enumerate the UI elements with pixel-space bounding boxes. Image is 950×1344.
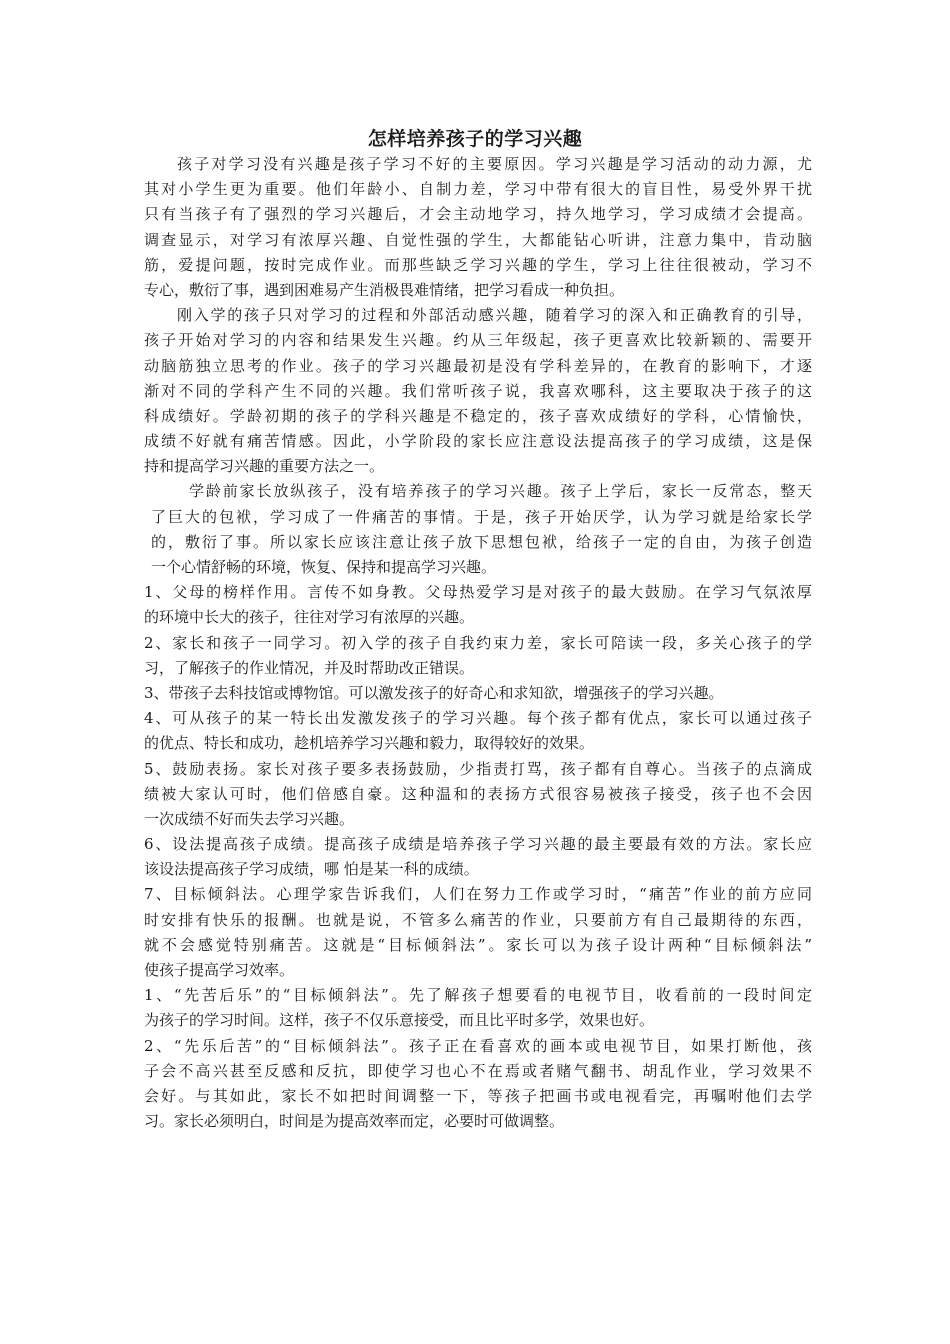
list-item-line: 一次成绩不好而失去学习兴趣。 (144, 809, 355, 828)
list-item-line: 会好。与其如此，家长不如把时间调整一下，等孩子把画书或电视看完，再嘱咐他们去学 (144, 1086, 812, 1105)
list-item-line: 子会不高兴甚至反感和反抗，即使学习也心不在焉或者赌气翻书、胡乱作业，学习效果不 (144, 1061, 812, 1080)
text-line: 渐对不同的学科产生不同的兴趣。我们常听孩子说，我喜欢哪科，这主要取决于孩子的这 (144, 381, 812, 400)
list-item-line: 2、家长和孩子一同学习。初入学的孩子自我约束力差，家长可陪读一段，多关心孩子的学 (144, 633, 812, 652)
text-line: 筋，爱提问题，按时完成作业。而那些缺乏学习兴趣的学生，学习上往往很被动，学习不 (144, 255, 812, 274)
list-item-line: 3、带孩子去科技馆或博物馆。可以激发孩子的好奇心和求知欲，增强孩子的学习兴趣。 (144, 683, 724, 702)
text-line: 动脑筋独立思考的作业。孩子的学习兴趣最初是没有学科差异的，在教育的影响下，才逐 (144, 356, 812, 375)
text-line: 只有当孩子有了强烈的学习兴趣后，才会主动地学习，持久地学习，学习成绩才会提高。 (144, 205, 812, 224)
list-item-line: 1、“先苦后乐”的“目标倾斜法”。先了解孩子想要看的电视节目，收看前的一段时间定 (144, 986, 812, 1005)
document-title: 怎样培养孩子的学习兴趣 (367, 128, 583, 150)
text-line: 成绩不好就有痛苦情感。因此，小学阶段的家长应注意设法提高孩子的学习成绩，这是保 (144, 432, 812, 451)
text-line: 学龄前家长放纵孩子，没有培养孩子的学习兴趣。孩子上学后，家长一反常态，整天 (189, 482, 812, 501)
list-item-line: 的优点、特长和成功，趁机培养学习兴趣和毅力，取得较好的效果。 (144, 734, 595, 753)
list-item-line: 6、设法提高孩子成绩。提高孩子成绩是培养孩子学习兴趣的最主要最有效的方法。家长应 (144, 835, 812, 854)
text-line: 专心，敷衍了事，遇到困难易产生消极畏难情绪，把学习看成一种负担。 (144, 280, 625, 299)
list-item-line: 2、“先乐后苦”的“目标倾斜法”。孩子正在看喜欢的画本或电视节目，如果打断他，孩 (144, 1036, 812, 1055)
text-line: 了巨大的包袱，学习成了一件痛苦的事情。于是，孩子开始厌学，认为学习就是给家长学 (151, 507, 812, 526)
list-item-line: 7、目标倾斜法。心理学家告诉我们，人们在努力工作或学习时，“痛苦”作业的前方应同 (144, 885, 812, 904)
text-line: 持和提高学习兴趣的重要方法之一。 (144, 457, 385, 476)
list-item-line: 就不会感觉特别痛苦。这就是“目标倾斜法”。家长可以为孩子设计两种“目标倾斜法” (144, 935, 812, 954)
text-line: 孩子对学习没有兴趣是孩子学习不好的主要原因。学习兴趣是学习活动的动力源，尤 (177, 155, 812, 173)
document-body (144, 152, 812, 1134)
list-item-line: 习。家长必须明白，时间是为提高效率而定，必要时可做调整。 (144, 1112, 565, 1131)
text-line: 刚入学的孩子只对学习的过程和外部活动感兴趣，随着学习的深入和正确教育的引导， (177, 306, 812, 325)
list-item-line: 习，了解孩子的作业情况，并及时帮助改正错误。 (144, 658, 475, 677)
text-line: 科成绩好。学龄初期的孩子的学科兴趣是不稳定的，孩子喜欢成绩好的学科，心情愉快， (144, 406, 812, 425)
list-item-line: 时安排有快乐的报酬。也就是说，不管多么痛苦的作业，只要前方有自己最期待的东西， (144, 910, 812, 929)
text-line: 调查显示，对学习有浓厚兴趣、自觉性强的学生，大都能钻心听讲，注意力集中，肯动脑 (144, 230, 812, 249)
text-line: 一个心情舒畅的环境，恢复、保持和提高学习兴趣。 (151, 558, 497, 576)
list-item-line: 1、父母的榜样作用。言传不如身教。父母热爱学习是对孩子的最大鼓励。在学习气氛浓厚 (144, 583, 812, 602)
list-item-line: 4、可从孩子的某一特长出发激发孩子的学习兴趣。每个孩子都有优点，家长可以通过孩子 (144, 709, 812, 728)
list-item-line: 使孩子提高学习效率。 (144, 961, 295, 979)
list-item-line: 该设法提高孩子学习成绩，哪 怕是某一科的成绩。 (144, 860, 479, 879)
text-line: 孩子开始对学习的内容和结果发生兴趣。约从三年级起，孩子更喜欢比较新颖的、需要开 (144, 331, 812, 350)
text-line: 的，敷衍了事。所以家长应该注意让孩子放下思想包袱，给孩子一定的自由，为孩子创造 (151, 532, 812, 551)
list-item-line: 的环境中长大的孩子，往往对学习有浓厚的兴趣。 (144, 608, 475, 627)
list-item-line: 为孩子的学习时间。这样，孩子不仅乐意接受，而且比平时多学，效果也好。 (144, 1011, 655, 1030)
list-item-line: 5、鼓励表扬。家长对孩子要多表扬鼓励，少指责打骂，孩子都有自尊心。当孩子的点滴成 (144, 759, 812, 778)
list-item-line: 绩被大家认可时，他们倍感自豪。这种温和的表扬方式很容易被孩子接受，孩子也不会因 (144, 784, 812, 803)
text-line: 其对小学生更为重要。他们年龄小、自制力差，学习中带有很大的盲目性，易受外界干扰 (144, 180, 812, 199)
